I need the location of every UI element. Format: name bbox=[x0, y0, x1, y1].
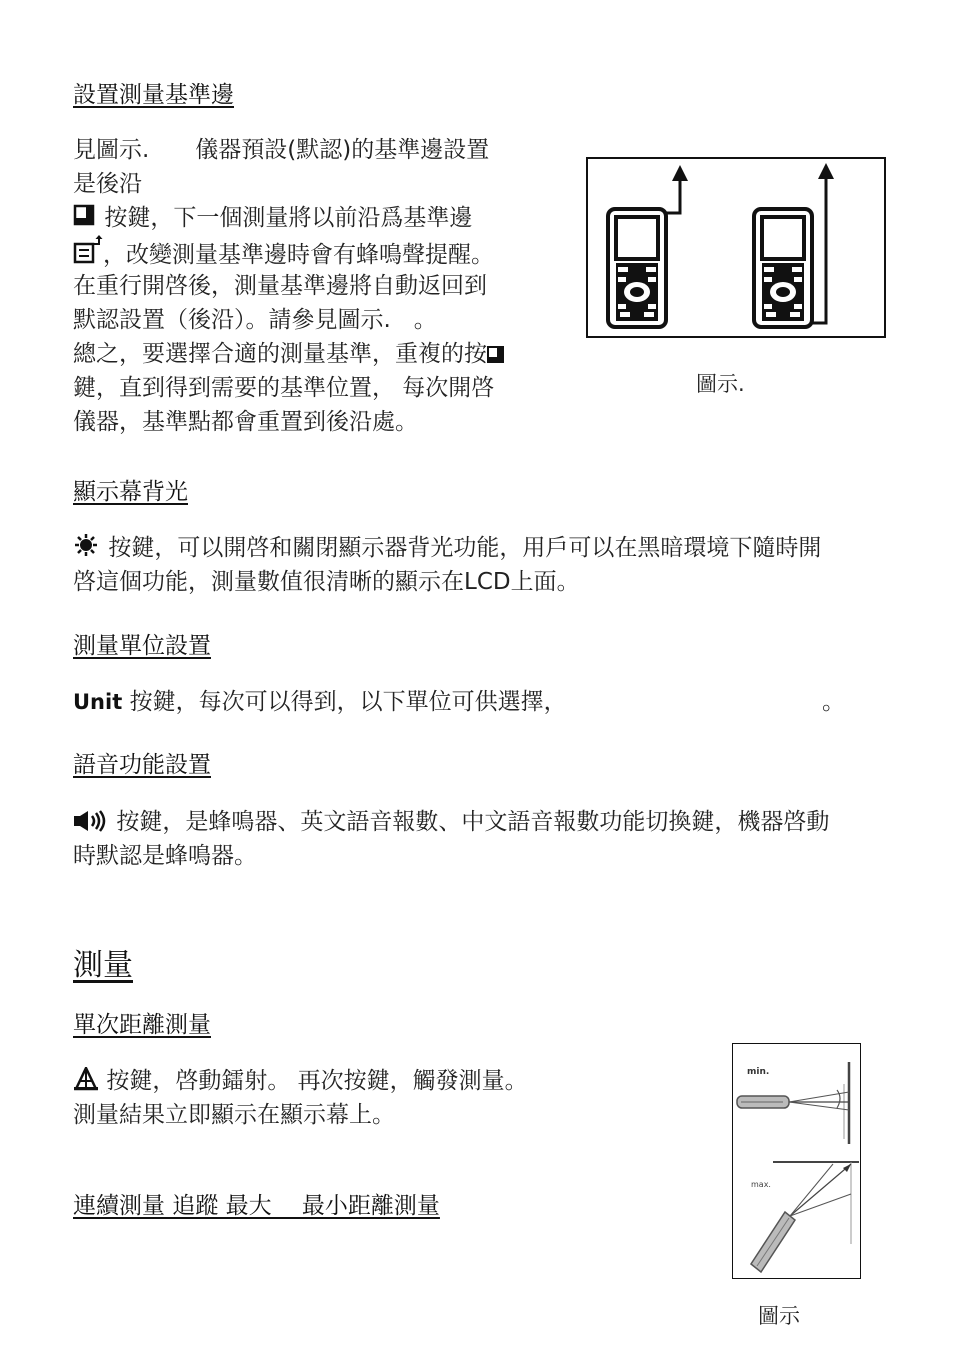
front-edge-reference-icon bbox=[73, 235, 103, 265]
reference-edge-diagram bbox=[588, 159, 884, 336]
reference-line-3: 按鍵，下一個測量將以前沿爲基準邊 bbox=[104, 205, 473, 231]
reference-edge-key-icon bbox=[73, 204, 97, 228]
min-max-diagram bbox=[733, 1044, 859, 1277]
heading-continuous-measure: 連續測量 追蹤 最大 最小距離測量 bbox=[73, 1193, 440, 1219]
single-line-1: 按鍵，啓動鐳射。 再次按鍵，觸發測量。 bbox=[106, 1068, 528, 1094]
reference-line-7: 總之，要選擇合適的測量基準，重複的按 bbox=[73, 341, 487, 367]
single-paragraph bbox=[73, 1064, 693, 1132]
unit-paragraph bbox=[73, 685, 923, 719]
heading-unit-setting: 測量單位設置 bbox=[73, 633, 211, 659]
heading-reference-edge: 設置測量基準邊 bbox=[73, 82, 234, 108]
laser-measure-key-icon bbox=[73, 1067, 99, 1091]
backlight-line-2: 啓這個功能，測量數值很清晰的顯示在LCD上面。 bbox=[73, 569, 580, 595]
figure-min-label: min. bbox=[747, 1067, 770, 1077]
reference-line-9: 儀器，基準點都會重置到後沿處。 bbox=[73, 409, 418, 435]
heading-single-measure: 單次距離測量 bbox=[73, 1012, 211, 1038]
speaker-key-icon bbox=[73, 810, 109, 832]
heading-backlight: 顯示幕背光 bbox=[73, 479, 188, 505]
unit-end-mark: 。 bbox=[822, 689, 845, 715]
min-max-figure bbox=[732, 1043, 861, 1279]
voice-paragraph bbox=[73, 805, 923, 873]
device-front-reference bbox=[608, 209, 666, 327]
backlight-paragraph bbox=[73, 531, 923, 599]
backlight-key-icon bbox=[73, 534, 101, 558]
reference-line-5: 在重行開啓後，測量基準邊將自動返回到 bbox=[73, 273, 487, 299]
reference-line-1: 見圖示. 儀器預設(默認)的基準邊設置 bbox=[73, 137, 490, 163]
heading-voice-setting: 語音功能設置 bbox=[73, 752, 211, 778]
min-max-figure-caption: 圖示 bbox=[758, 1304, 800, 1328]
reference-line-4: ，改變測量基準邊時會有蜂鳴聲提醒。 bbox=[103, 242, 494, 268]
reference-paragraph bbox=[73, 133, 553, 439]
reference-line-8: 鍵，直到得到需要的基準位置， 每次開啓 bbox=[73, 375, 495, 401]
voice-line-2: 時默認是蜂鳴器。 bbox=[73, 843, 257, 869]
reference-line-6: 默認設置（後沿）。請參見圖示. 。 bbox=[73, 307, 437, 333]
reference-edge-figure bbox=[586, 157, 886, 338]
voice-line-1: 按鍵，是蜂鳴器、英文語音報數、中文語音報數功能切換鍵，機器啓動 bbox=[116, 809, 830, 835]
backlight-line-1: 按鍵，可以開啓和關閉顯示器背光功能，用戶可以在黑暗環境下隨時開 bbox=[108, 535, 822, 561]
unit-line-1: 按鍵，每次可以得到，以下單位可供選擇， bbox=[129, 689, 567, 715]
reference-edge-key-icon bbox=[487, 346, 505, 364]
device-rear-reference bbox=[754, 209, 812, 327]
figure-max-label: max. bbox=[751, 1180, 771, 1189]
single-line-2: 測量結果立即顯示在顯示幕上。 bbox=[73, 1102, 395, 1128]
reference-figure-caption: 圖示. bbox=[696, 372, 745, 396]
heading-measure: 測量 bbox=[73, 948, 133, 983]
reference-line-2: 是後沿 bbox=[73, 171, 142, 197]
unit-key-label: Unit bbox=[73, 690, 123, 714]
